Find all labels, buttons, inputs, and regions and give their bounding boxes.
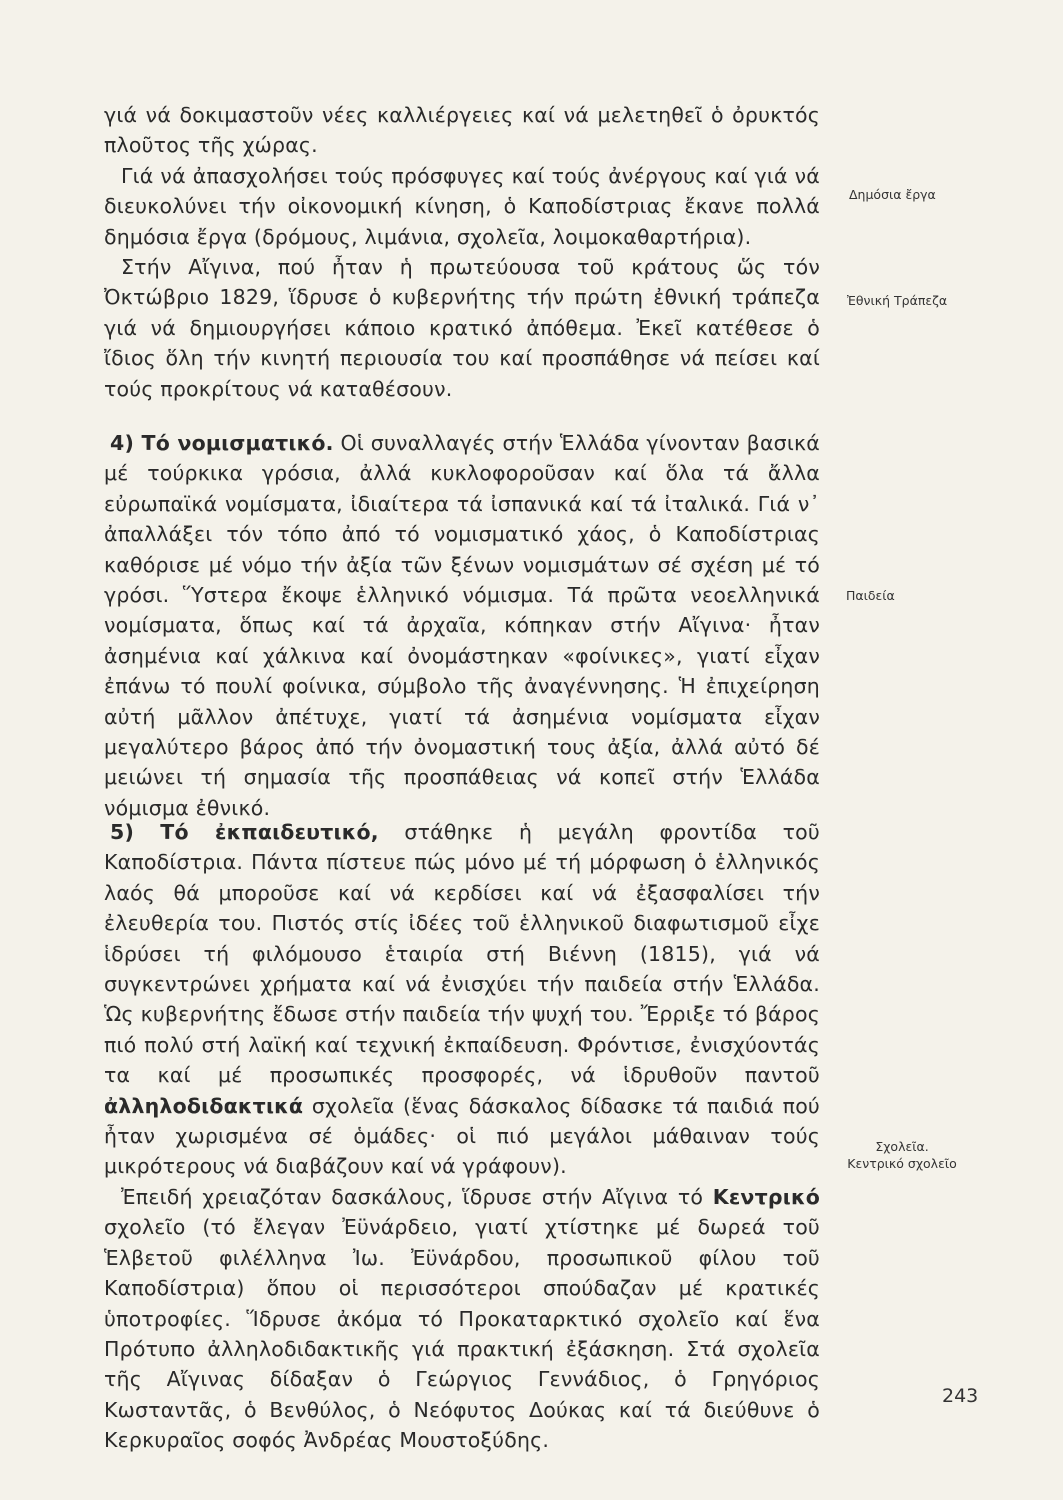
section-4-monetary: [104, 428, 820, 823]
margin-note-public-works: Δημόσια ἔργα: [849, 187, 936, 202]
intro-block: [104, 100, 820, 404]
margin-note-education: Παιδεία: [846, 588, 895, 603]
section-4-paragraph: [104, 428, 820, 823]
intro-paragraph-1: γιά νά δοκιμαστοῦν νέες καλλιέργειες καί νά μελετηθεῖ ὁ ὀρυκτός πλοῦτος τῆς χώρας.: [104, 103, 820, 158]
section-4-text: Οἱ συναλλαγές στήν Ἑλλάδα γίνονταν βασικά μέ τούρκικα γρόσια, ἀλλά κυκλοφοροῦσαν καί ὅλα τά ἄλλα εὐρωπαϊκά νομίσματα, ἰδιαίτερα τά ἰσπανικά καί τά ἰταλικά. Γιά ν᾽ ἀπαλλάξει τόν τόπο ἀπό τό νομισματικό χάος, ὁ Καποδίστριας καθόρισε μέ νόμο τήν ἀξία τῶν ξένων νομισμάτων σέ σχέση μέ τό γρόσι. Ὕστερα ἔκοψε ἑλληνικό νόμισμα. Τά πρῶτα νεοελληνικά νομίσματα, ὅπως καί τά ἀρχαῖα, κόπηκαν στήν Αἴγινα· ἦταν ἀσημένια καί χάλκινα καί ὀνομάστηκαν «φοίνικες», γιατί εἶχαν ἐπάνω τό πουλί φοίνικα, σύμβολο τῆς ἀναγέννησης. Ἡ ἐπιχείρηση αὐτή μᾶλλον ἀπέτυχε, γιατί τά ἀσημένια νομίσματα εἶχαν μεγαλύτερο βάρος ἀπό τήν ὀνομαστική τους ἀξία, ἀλλά αὐτό δέ μειώνει τή σημασία τῆς προσπάθειας νά κοπεῖ στήν Ἑλλάδα νόμισμα ἐθνικό.: [104, 431, 820, 820]
section-4-heading: 4) Τό νομισματικό.: [110, 431, 334, 455]
section-5-bold-term: ἀλληλοδιδακτικά: [104, 1093, 304, 1118]
intro-paragraph-3: Στήν Αἴγινα, πού ἦταν ἡ πρωτεύουσα τοῦ κράτους ὥς τόν Ὀκτώβριο 1829, ἵδρυσε ὁ κυβερνήτης τήν πρώτη ἐθνική τράπεζα γιά νά δημιουργήσει κάποιο κρατικό ἀπόθεμα. Ἐκεῖ κατέθεσε ὁ ἴδιος ὅλη τήν κινητή περιουσία του καί προσπάθησε νά πείσει καί τούς προκρίτους νά καταθέσουν.: [104, 255, 820, 401]
page-number: 243: [942, 1385, 979, 1407]
section-5-paragraph-1: [104, 817, 820, 1182]
section-5-education: [104, 817, 820, 1456]
section-5-text: στάθηκε ἡ μεγάλη φροντίδα τοῦ Καποδίστρια. Πάντα πίστευε πώς μόνο μέ τή μόρφωση ὁ ἑλληνικός λαός θά μποροῦσε καί νά κερδίσει καί νά ἐξασφαλίσει τήν ἐλευθερία του. Πιστός στίς ἰδέες τοῦ ἑλληνικοῦ διαφωτισμοῦ εἶχε ἱδρύσει τή φιλόμουσο ἑταιρία στή Βιέννη (1815), γιά νά συγκεντρώνει χρήματα καί νά ἐνισχύει τήν παιδεία στήν Ἑλλάδα. Ὡς κυβερνήτης ἔδωσε στήν παιδεία τήν ψυχή του. Ἔρριξε τό βάρος πιό πολύ στή λαϊκή καί τεχνική ἐκπαίδευση. Φρόντισε, ἐνισχύοντάς τα καί μέ προσωπικές προσφορές, νά ἱδρυθοῦν παντοῦ: [104, 820, 820, 1088]
section-5-paragraph-2: [104, 1182, 820, 1456]
margin-note-central-school: Κεντρικό σχολεῖο: [847, 1156, 957, 1171]
section-5-text-after: σχολεῖα (ἕνας δάσκαλος δίδασκε τά παιδιά πού ἦταν χωρισμένα σέ ὁμάδες· οἱ πιό μεγάλοι μάθαιναν τούς μικρότερους νά διαβάζουν καί νά γράφουν).: [104, 1093, 820, 1179]
margin-note-national-bank: Ἐθνική Τράπεζα: [847, 293, 948, 308]
margin-note-schools-line: Σχολεῖα.: [875, 1139, 929, 1154]
section-5-p2-after: σχολεῖο (τό ἔλεγαν Ἐϋνάρδειο, γιατί χτίστηκε μέ δωρεά τοῦ Ἑλβετοῦ φιλέλληνα Ἰω. Ἐϋνάρδου, προσωπικοῦ φίλου τοῦ Καποδίστρια) ὅπου οἱ περισσότεροι σπούδαζαν μέ κρατικές ὑποτροφίες. Ἵδρυσε ἀκόμα τό Προκαταρκτικό σχολεῖο καί ἕνα Πρότυπο ἀλληλοδιδακτικῆς γιά πρακτική ἐξάσκηση. Στά σχολεῖα τῆς Αἴγινας δίδαξαν ὁ Γεώργιος Γεννάδιος, ὁ Γρηγόριος Κωσταντᾶς, ὁ Βενθύλος, ὁ Νεόφυτος Δούκας καί τά διεύθυνε ὁ Κερκυραῖος σοφός Ἀνδρέας Μουστοξύδης.: [104, 1215, 820, 1453]
section-5-p2-bold: Κεντρικό: [712, 1184, 820, 1209]
section-5-heading: 5) Τό ἐκπαιδευτικό,: [110, 820, 379, 844]
intro-paragraph-2: Γιά νά ἀπασχολήσει τούς πρόσφυγες καί τούς ἀνέργους καί γιά νά διευκολύνει τήν οἰκονομική κίνηση, ὁ Καποδίστριας ἔκανε πολλά δημόσια ἔργα (δρόμους, λιμάνια, σχολεῖα, λοιμοκαθαρτήρια).: [104, 163, 820, 249]
margin-note-schools: [845, 1138, 959, 1172]
section-5-p2-before: Ἐπειδή χρειαζόταν δασκάλους, ἵδρυσε στήν Αἴγινα τό: [121, 1184, 713, 1209]
